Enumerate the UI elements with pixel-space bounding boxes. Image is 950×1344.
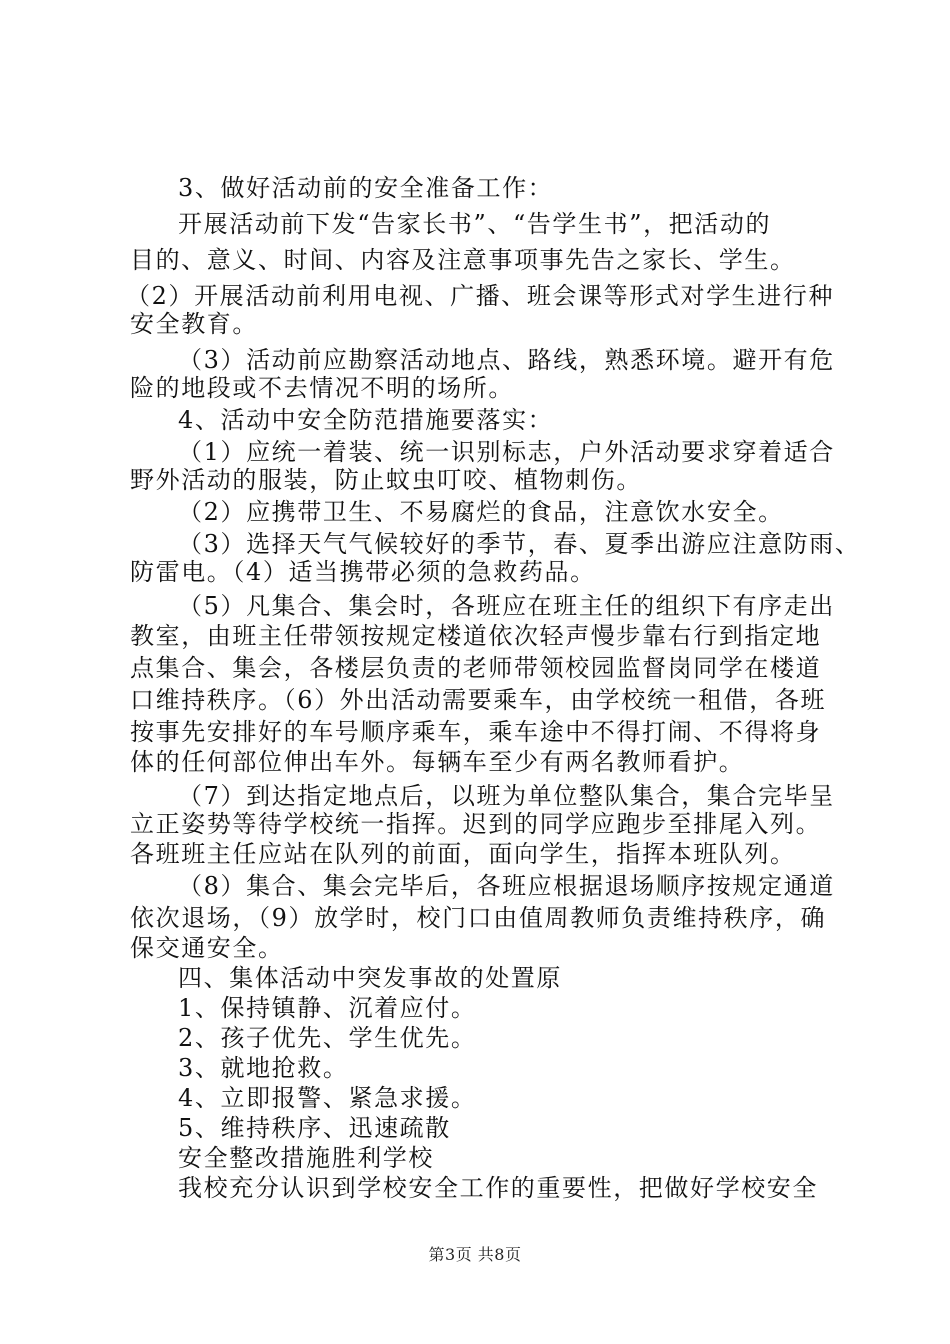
text-line-23: （8）集合、集会完毕后，各班应根据退场顺序按规定通道 (178, 872, 835, 900)
text-line-7: 险的地段或不去情况不明的场所。 (130, 374, 514, 402)
text-line-9: （1）应统一着装、统一识别标志，户外活动要求穿着适合 (178, 438, 835, 466)
text-line-18: 按事先安排好的车号顺序乘车，乘车途中不得打闹、不得将身 (130, 718, 822, 746)
text-line-11: （2）应携带卫生、不易腐烂的食品，注意饮水安全。 (178, 498, 784, 526)
text-line-4: （2）开展活动前利用电视、广播、班会课等形式对学生进行种 (126, 282, 835, 310)
text-line-1: 3、做好活动前的安全准备工作： (178, 174, 554, 202)
text-line-22: 各班班主任应站在队列的前面，面向学生，指挥本班队列。 (130, 840, 796, 868)
text-line-5: 安全教育。 (130, 310, 258, 338)
text-line-12: （3）选择天气气候较好的季节，春、夏季出游应注意防雨、 (178, 530, 861, 558)
text-line-17: 口维持秩序。（6）外出活动需要乘车，由学校统一租借，各班 (130, 686, 827, 714)
text-line-15: 教室，由班主任带领按规定楼道依次轻声慢步靠右行到指定地 (130, 622, 822, 650)
text-line-30: 4、立即报警、紧急求援。 (178, 1084, 477, 1112)
text-line-13: 防雷电。（4）适当携带必须的急救药品。 (130, 558, 596, 586)
text-line-28: 2、孩子优先、学生优先。 (178, 1024, 477, 1052)
text-line-21: 立正姿势等待学校统一指挥。迟到的同学应跑步至排尾入列。 (130, 810, 822, 838)
text-line-10: 野外活动的服装，防止蚊虫叮咬、植物刺伤。 (130, 466, 642, 494)
text-line-25: 保交通安全。 (130, 934, 284, 962)
text-line-26: 四、集体活动中突发事故的处置原 (178, 964, 562, 992)
text-line-24: 依次退场，（9）放学时，校门口由值周教师负责维持秩序，确 (130, 904, 827, 932)
text-line-16: 点集合、集会，各楼层负责的老师带领校园监督岗同学在楼道 (130, 654, 822, 682)
text-line-29: 3、就地抢救。 (178, 1054, 349, 1082)
page-number-footer: 第3页 共8页 (428, 1245, 522, 1264)
text-line-3: 目的、意义、时间、内容及注意事项事先告之家长、学生。 (130, 246, 796, 274)
text-line-6: （3）活动前应勘察活动地点、路线，熟悉环境。避开有危 (178, 346, 835, 374)
text-line-8: 4、活动中安全防范措施要落实： (178, 406, 554, 434)
text-line-33: 我校充分认识到学校安全工作的重要性，把做好学校安全 (178, 1174, 818, 1202)
text-line-20: （7）到达指定地点后，以班为单位整队集合，集合完毕呈 (178, 782, 835, 810)
text-line-14: （5）凡集合、集会时，各班应在班主任的组织下有序走出 (178, 592, 835, 620)
text-line-27: 1、保持镇静、沉着应付。 (178, 994, 477, 1022)
text-line-31: 5、维持秩序、迅速疏散 (178, 1114, 451, 1142)
text-line-2: 开展活动前下发“告家长书”、“告学生书”，把活动的 (178, 210, 772, 238)
text-line-32: 安全整改措施胜利学校 (178, 1144, 434, 1172)
text-line-19: 体的任何部位伸出车外。每辆车至少有两名教师看护。 (130, 748, 745, 776)
